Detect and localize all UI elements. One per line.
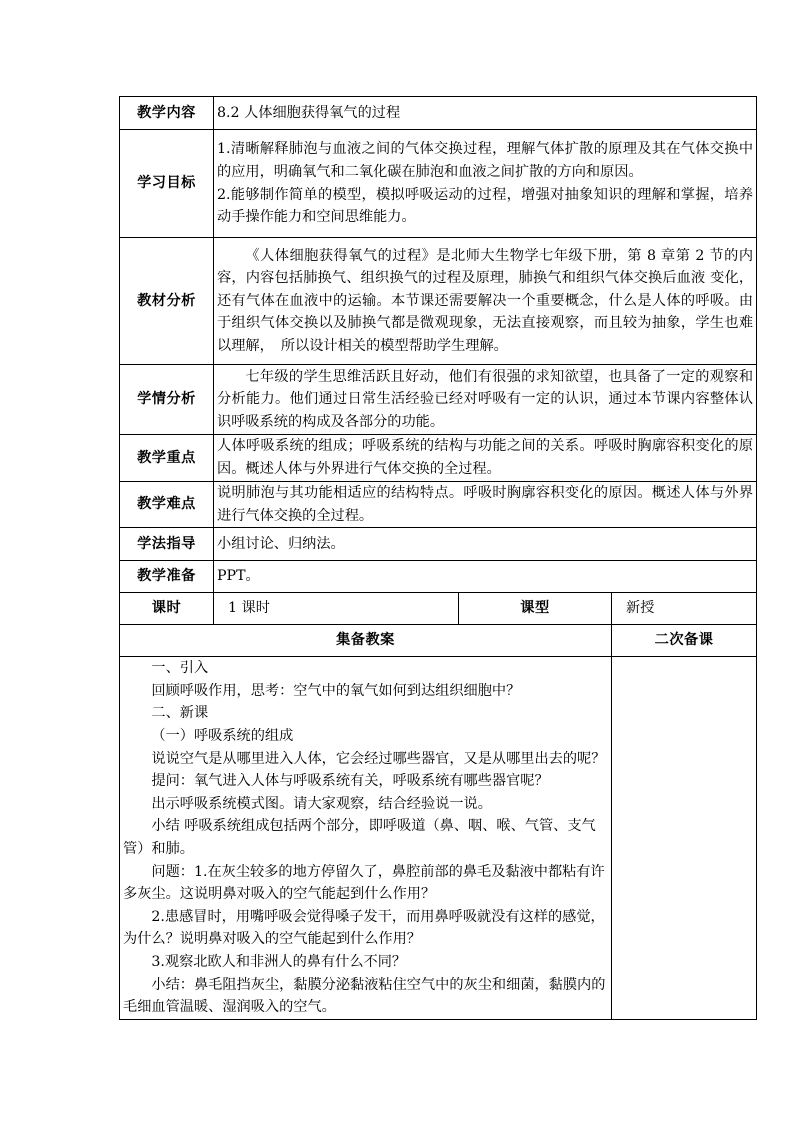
label-content: 教学内容 (120, 97, 214, 130)
lesson-line: 问题：1.在灰尘较多的地方停留久了，鼻腔前部的鼻毛及黏液中都粘有许多灰尘。这说明鼻对吸入的空气能起到什么作用？ (123, 863, 605, 903)
lesson-plan-table (119, 96, 757, 1020)
value-method: 小组讨论、归纳法。 (214, 528, 757, 561)
label-key: 教学重点 (120, 435, 214, 482)
label-goals: 学习目标 (120, 130, 214, 238)
lesson-line: 2.患感冒时，用嘴呼吸会觉得嗓子发干，而用鼻呼吸就没有这样的感觉，为什么？说明鼻对吸入的空气能起到什么作用？ (123, 908, 605, 948)
value-prep: PPT。 (214, 561, 757, 593)
value-content: 8.2 人体细胞获得氧气的过程 (214, 97, 757, 130)
label-type: 课型 (459, 593, 612, 625)
row-students (120, 365, 757, 435)
row-hours (120, 593, 757, 625)
label-prep: 教学准备 (120, 561, 214, 593)
goal-2: 2.能够制作简单的模型，模拟呼吸运动的过程，增强对抽象知识的理解和掌握，培养动手操作能力和空间思维能力。 (217, 186, 754, 226)
row-lesson (120, 657, 757, 1020)
label-difficult: 教学难点 (120, 482, 214, 528)
label-material: 教材分析 (120, 238, 214, 365)
row-key (120, 435, 757, 482)
row-content (120, 97, 757, 130)
lesson-line: （一）呼吸系统的组成 (151, 727, 294, 744)
lesson-line: 回顾呼吸作用，思考：空气中的氧气如何到达组织细胞中？ (151, 682, 521, 699)
lesson-line: 小结 呼吸系统组成包括两个部分，即呼吸道（鼻、咽、喉、气管、支气管）和肺。 (123, 818, 596, 857)
row-method (120, 528, 757, 561)
lesson-line: 二、新课 (151, 705, 209, 722)
row-difficult (120, 482, 757, 528)
value-students: 七年级的学生思维活跃且好动，他们有很强的求知欲望，也具备了一定的观察和分析能力。他们通过日常生活经验已经对呼吸有一定的认识，通过本节课内容整体认识呼吸系统的构成及各部分的功能。 (217, 368, 754, 430)
row-section-headers (120, 625, 757, 657)
label-students: 学情分析 (120, 365, 214, 435)
lesson-line: 说说空气是从哪里进入人体，它会经过哪些器官，又是从哪里出去的呢？ (151, 750, 606, 767)
value-difficult: 说明肺泡与其功能相适应的结构特点。呼吸时胸廓容积变化的原因。概述人体与外界进行气体交换的全过程。 (214, 482, 757, 528)
label-method: 学法指导 (120, 528, 214, 561)
row-goals (120, 130, 757, 238)
row-prep (120, 561, 757, 593)
value-goals (214, 130, 757, 238)
row-material (120, 238, 757, 365)
header-main-plan: 集备教案 (120, 625, 612, 657)
goal-1: 1.清晰解释肺泡与血液之间的气体交换过程，理解气体扩散的原理及其在气体交换中的应用，明确氧气和二氧化碳在肺泡和血液之间扩散的方向和原因。 (217, 141, 754, 180)
value-key: 人体呼吸系统的组成；呼吸系统的结构与功能之间的关系。呼吸时胸廓容积变化的原因。概述人体与外界进行气体交换的全过程。 (214, 435, 757, 482)
lesson-line: 3.观察北欧人和非洲人的鼻有什么不同？ (151, 953, 407, 970)
lesson-body (120, 657, 612, 1020)
value-hours: 1 课时 (214, 593, 459, 625)
lesson-line: 提问：氧气进入人体与呼吸系统有关，呼吸系统有哪些器官呢？ (151, 773, 549, 790)
value-type: 新授 (612, 593, 757, 625)
lesson-line: 一、引入 (151, 660, 209, 677)
secondary-plan-cell (612, 657, 757, 1020)
lesson-line: 出示呼吸系统模式图。请大家观察，结合经验说一说。 (151, 795, 492, 812)
lesson-line: 小结：鼻毛阻挡灰尘，黏膜分泌黏液粘住空气中的灰尘和细菌，黏膜内的毛细血管温暖、湿润吸入的空气。 (123, 976, 606, 1016)
label-hours: 课时 (120, 593, 214, 625)
value-material: 《人体细胞获得氧气的过程》是北师大生物学七年级下册，第 8 章第 2 节的内容，内容包括肺换气、组织换气的过程及原理，肺换气和组织气体交换后血液 变化， 还有气体在血液中的运输。本节课还需要解决一个重要概念，什么是人体的呼吸。由于组织气体交换以及肺换气都是微观现象，无法直接观察，而且较为抽象，学生也难以理解， 所以设计相关的模型帮助学生理解。 (217, 247, 754, 354)
header-secondary-plan: 二次备课 (612, 625, 757, 657)
